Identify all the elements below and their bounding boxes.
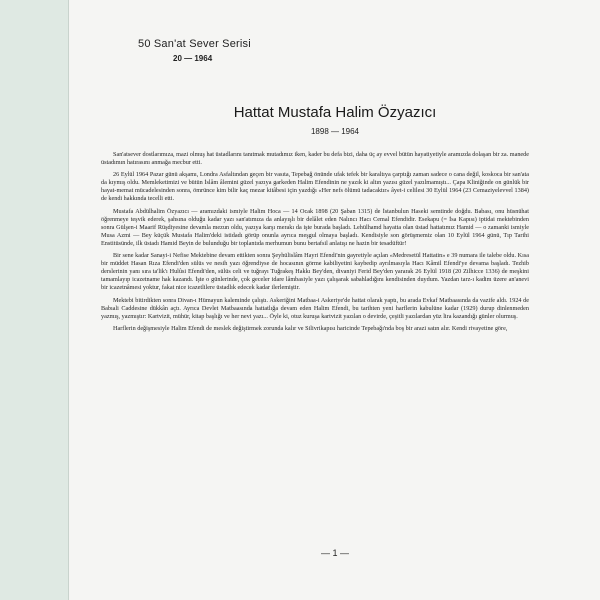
paragraph: Bir sene kadar Sanayi-i Nefise Mektebine devam ettikten sonra Şeyhülislâm Hayri Efendi'nin gayretiyle açılan «Medresetül Hattatin» e 39 numara ile talebe oldu. Kısa bir müddet Hasan Rıza Efendi'den sülüs ve nesih yazı öğrendiyse de hocasının görme kabiliyetini kaybedip ayrılmasıyla Hacı Kâmil Efendi'ye devama başladı. Tezhib derslerinin yanı sıra ta'lik'ı Hulûsi Efendi'den, sülüs celi ve tuğrayı Tuğrakeş Hakkı Bey'den, divaniyi Ferid Bey'den yararak 26 Eylül 1918 (20 Zilhicce 1336) de meşkini tamamlayıp icazetname hak kazandı. İşte o günlerinde, çok geceler idare lâmbasiyle yazı çalışarak sabahladığını kendisinden duydum. Yazdan tarz-ı kadim üzere an'anevi bir icazetnâmesi yoktur, fakat nice icazetlilere üstadlık edecek kadar ilerlemiştir. xyxy=(101,252,529,292)
series-title: 50 San'at Sever Serisi xyxy=(138,38,251,50)
series-number: 20 — 1964 xyxy=(173,54,213,63)
paragraph: Mustafa Abdülhalim Özyazıcı — aramızdaki ismiyle Halim Hoca — 14 Ocak 1898 (20 Şaban 1315) de İstanbulun Haseki semtinde doğdu. Babası, onu hüsnühat öğrenmeye teşvik ederek, şahsına olduğu kadar yazı san'atımıza da anlayışlı bir delâlet eden Nalıncı Hacı Cemal Efendidir. Esekapu (= İsa Kapısı) iptidai mektebinden sonra Gülşen-i Maarif Rüşdiyesine devamla mezun oldu, yazıya karşı merakı da işte burada başladı. Lehülhamd hayatta olan üstad hattatımız Hamid — o zamanki ismiyle Musa Azmi — Bey küçük Mustafa Halim'deki istidadı görüp onunla ayrıca meşgul olmaya başladı. Kendisiyle son görüşmemiz olan 10 Eylül 1964 günü, Tıp Tarihi Enstitüsünde, ilk üstadı Hamid Beyin de bulunduğu bir toplantıda merhumun bunu bertafsil anlatışı ne hazin bir tesadüftür! xyxy=(101,207,529,247)
paragraph: Harflerin değişmesiyle Halim Efendi de meslek değiştirmek zorunda kalır ve Silivrikapısı haricinde Tepebağı'nda boş bir arazi satın alır. Kendi rivayetine göre, xyxy=(113,324,508,332)
paragraph: 26 Eylül 1964 Pazar günü akşamı, Londra Asfaltından geçen bir vasıta, Tepebağ önünde ufak tefek bir karaltıya çarptığı zaman sadece o cana değil, koskoca bir san'ata da kıymış oldu. Memleketimizi ve bütün İslâm âlemini güzel yazıya garkeden Halim Efendinin ne yazık ki altın yazısı güzel yazılmamıştı... Çapa Kliniğinde on günlük bir hayat-memat mücadelesinden sonra, ömrünce kim bilir kaç mezar kitâbesi için yazdığı «Her nefs ölümü tadacaktır» âyet-i celilesi 30 Eylül 1964 (23 Cemaziyelevvel 1384) de kendi hakkında tecelli etti. xyxy=(101,171,529,203)
page-number: — 1 — xyxy=(320,548,349,558)
document-page xyxy=(68,0,600,600)
article-dates: 1898 — 1964 xyxy=(310,127,360,136)
background-strip xyxy=(0,0,70,600)
article-title: Hattat Mustafa Halim Özyazıcı xyxy=(233,104,437,121)
paragraph: Mektebi bitirdikten sonra Divan-ı Hümayun kaleminde çalıştı. Askeriğini Matbaa-i Askeriye'de hattat olarak yaptı, bu arada Evkaf Matbaasında da vazife aldı. 1924 de Babıali Caddesine dükkân açtı. Ayrıca Devlet Matbaasında hattatlığa devam eden Halim Efendi, bu tarihten yeni harflerin kabulüne kadar (1929) durup dinlenmeden yazmış, yazmıştır: Kartvizit, mühür, kitap başlığı ve her nevi yazı... Öyle ki, otuz kuruşa kartvizit yazılan o devirde, çeşitli yazılardan yüz lira kazandığı günler olurmuş. xyxy=(101,296,529,320)
paragraph: San'atsever dostlarımıza, mazi olmuş hat üstadlarını tanıtmak mutadımız iken, kader bu defa bizi, daha üç ay evvel bütün hayatiyetiyle aramızda dolaşan bir za. manede üstadımın hatırasını anmağa mecbur etti. xyxy=(101,151,529,167)
article-body xyxy=(101,151,529,337)
